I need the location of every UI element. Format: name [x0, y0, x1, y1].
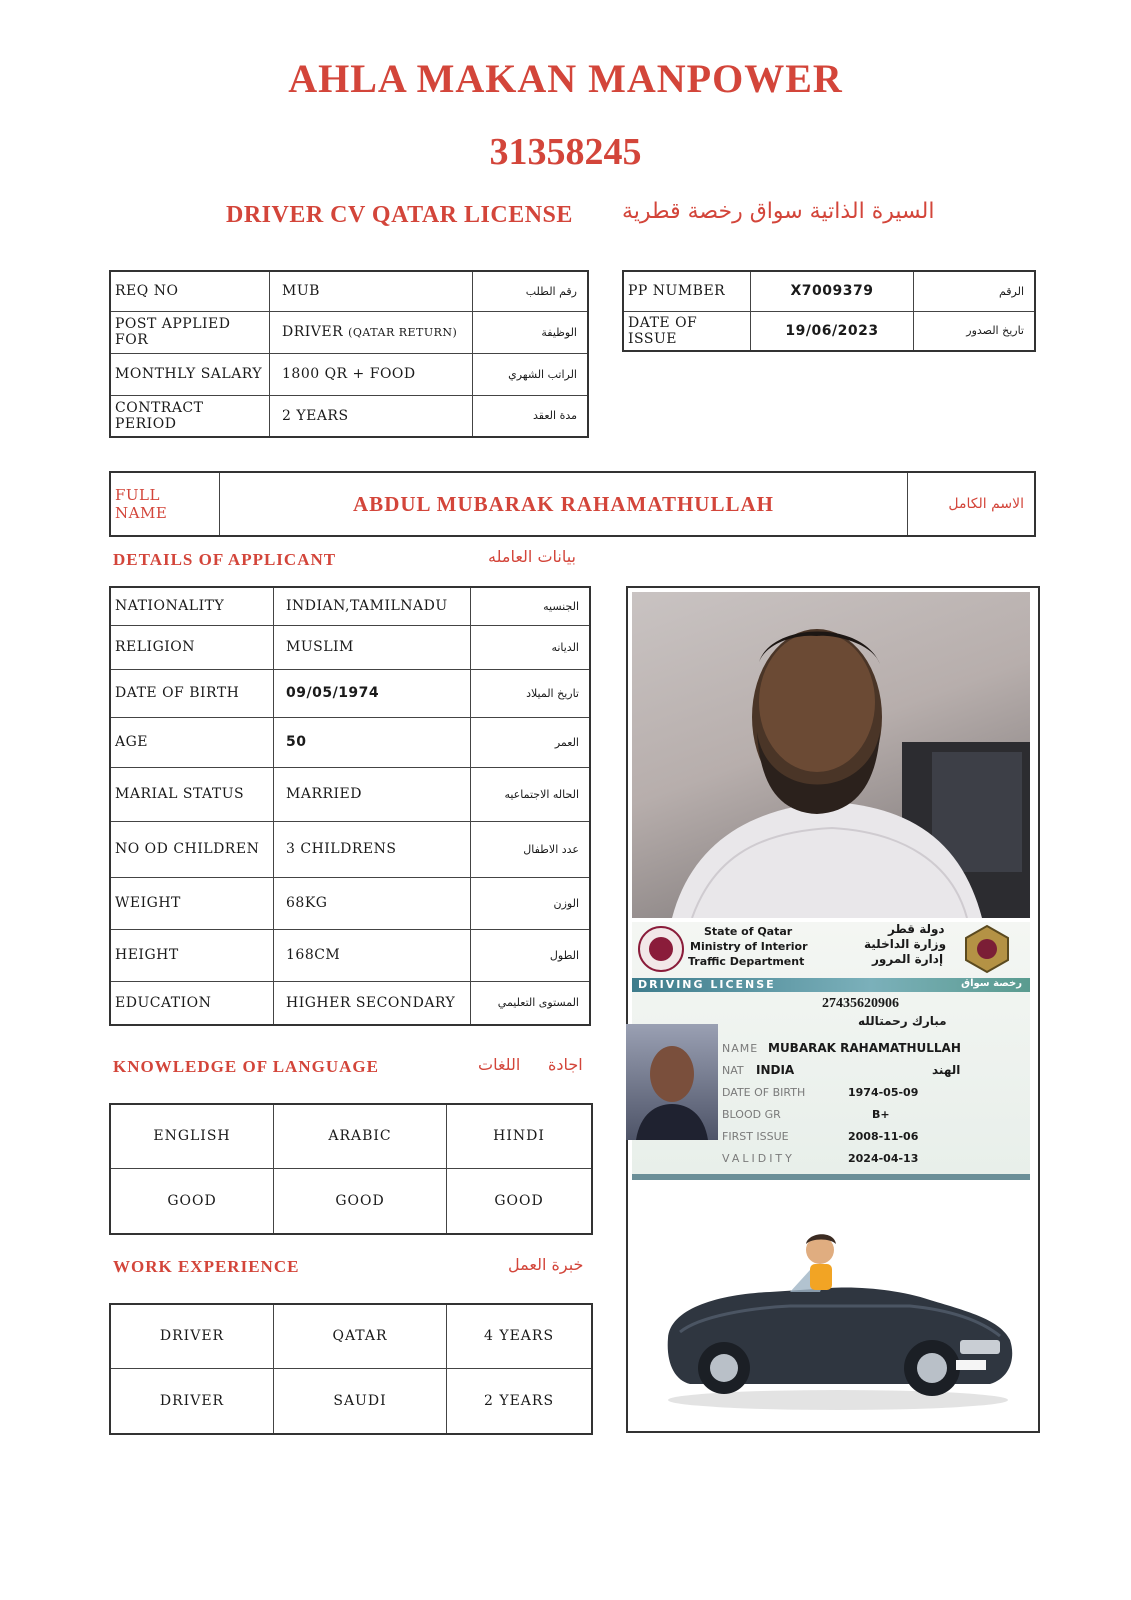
license-banner-text: DRIVING LICENSE	[638, 978, 776, 991]
job-value	[270, 311, 473, 353]
work-years: 4 YEARS	[447, 1304, 593, 1368]
job-value-note: (QATAR RETURN)	[348, 326, 458, 339]
passport-row	[623, 271, 1035, 311]
details-heading-arabic: بيانات العامله	[488, 547, 576, 566]
job-row	[110, 271, 588, 311]
detail-label-arabic: الجنسيه	[471, 587, 591, 625]
detail-value: 09/05/1974	[274, 669, 471, 717]
detail-value: 3 CHILDRENS	[274, 821, 471, 877]
license-field-arabic: الهند	[932, 1063, 961, 1077]
work-country: SAUDI	[274, 1368, 447, 1434]
detail-row	[110, 981, 590, 1025]
passport-label-arabic: الرقم	[914, 271, 1036, 311]
detail-label: NATIONALITY	[110, 587, 274, 625]
detail-row	[110, 587, 590, 625]
job-label-arabic: الوظيفة	[473, 311, 589, 353]
fullname-table	[109, 471, 1036, 537]
language-level-row	[110, 1168, 592, 1234]
detail-value: 68KG	[274, 877, 471, 929]
license-state-arabic: دولة قطر	[888, 922, 945, 936]
detail-label-arabic: العمر	[471, 717, 591, 767]
applicant-photo-illustration	[632, 592, 1030, 918]
job-label-arabic: رقم الطلب	[473, 271, 589, 311]
detail-value: 50	[274, 717, 471, 767]
license-field-label: NAME	[722, 1042, 759, 1055]
work-role: DRIVER	[110, 1368, 274, 1434]
detail-label: DATE OF BIRTH	[110, 669, 274, 717]
language-level: GOOD	[110, 1168, 274, 1234]
detail-row	[110, 877, 590, 929]
job-row	[110, 395, 588, 437]
detail-label: RELIGION	[110, 625, 274, 669]
job-value: 2 YEARS	[270, 395, 473, 437]
fullname-label: FULL NAME	[110, 472, 220, 536]
license-name-arabic: مبارك رحمتالله	[858, 1014, 947, 1028]
language-name-row	[110, 1104, 592, 1168]
detail-value: HIGHER SECONDARY	[274, 981, 471, 1025]
detail-label: HEIGHT	[110, 929, 274, 981]
license-field-label: NAT	[722, 1064, 744, 1077]
passport-value: 19/06/2023	[751, 311, 914, 351]
ministry-emblem-icon	[962, 924, 1012, 974]
detail-label-arabic: المستوى التعليمي	[471, 981, 591, 1025]
language-name: ENGLISH	[110, 1104, 274, 1168]
license-ministry-arabic: وزارة الداخلية	[864, 937, 947, 951]
detail-label: MARIAL STATUS	[110, 767, 274, 821]
license-number: 27435620906	[822, 996, 899, 1011]
license-field-value: 2024-04-13	[848, 1152, 919, 1165]
job-table	[109, 270, 589, 438]
license-field-value: B+	[872, 1108, 890, 1121]
language-name: HINDI	[447, 1104, 593, 1168]
language-heading-arabic-1: اللغات	[478, 1055, 521, 1074]
language-heading: KNOWLEDGE OF LANGUAGE	[113, 1057, 379, 1076]
detail-row	[110, 669, 590, 717]
detail-value: MUSLIM	[274, 625, 471, 669]
passport-label: PP NUMBER	[623, 271, 751, 311]
detail-value: 168CM	[274, 929, 471, 981]
license-ministry: Ministry of Interior	[690, 940, 808, 953]
detail-label-arabic: عدد الاطفال	[471, 821, 591, 877]
passport-value: X7009379	[751, 271, 914, 311]
language-name: ARABIC	[274, 1104, 447, 1168]
job-label-arabic: مدة العقد	[473, 395, 589, 437]
license-field-label: FIRST ISSUE	[722, 1130, 789, 1143]
detail-label: EDUCATION	[110, 981, 274, 1025]
driving-license-card	[632, 922, 1030, 1180]
license-field-value: MUBARAK RAHAMATHULLAH	[768, 1041, 961, 1055]
detail-value: INDIAN,TAMILNADU	[274, 587, 471, 625]
detail-row	[110, 767, 590, 821]
license-department: Traffic Department	[688, 955, 805, 968]
detail-label-arabic: الديانه	[471, 625, 591, 669]
work-role: DRIVER	[110, 1304, 274, 1368]
passport-table	[622, 270, 1036, 352]
passport-label: DATE OF ISSUE	[623, 311, 751, 351]
job-value-main: DRIVER	[282, 324, 344, 340]
applicant-photo	[632, 592, 1030, 918]
license-field-label: VALIDITY	[722, 1152, 795, 1165]
license-state: State of Qatar	[704, 925, 793, 938]
cv-title: DRIVER CV QATAR LICENSE	[226, 202, 573, 228]
license-field-value: 1974-05-09	[848, 1086, 919, 1099]
work-heading-arabic: خبرة العمل	[508, 1255, 584, 1274]
detail-label-arabic: تاريخ الميلاد	[471, 669, 591, 717]
work-row	[110, 1368, 592, 1434]
fullname-label-arabic: الاسم الكامل	[908, 472, 1036, 536]
detail-value: MARRIED	[274, 767, 471, 821]
passport-label-arabic: تاريخ الصدور	[914, 311, 1036, 351]
job-row	[110, 311, 588, 353]
fullname-value: ABDUL MUBARAK RAHAMATHULLAH	[220, 472, 908, 536]
language-table	[109, 1103, 593, 1235]
details-table	[109, 586, 591, 1026]
work-years: 2 YEARS	[447, 1368, 593, 1434]
detail-label-arabic: الطول	[471, 929, 591, 981]
company-name: AHLA MAKAN MANPOWER	[288, 56, 843, 101]
license-field-value: INDIA	[756, 1063, 795, 1077]
job-label: POST APPLIED FOR	[110, 311, 270, 353]
license-photo	[626, 1024, 718, 1140]
job-label: REQ NO	[110, 271, 270, 311]
language-level: GOOD	[274, 1168, 447, 1234]
license-department-arabic: إدارة المرور	[872, 952, 944, 966]
job-value: 1800 QR + FOOD	[270, 353, 473, 395]
job-label: CONTRACT PERIOD	[110, 395, 270, 437]
work-table	[109, 1303, 593, 1435]
detail-row	[110, 717, 590, 767]
detail-label-arabic: الوزن	[471, 877, 591, 929]
car-illustration-icon	[660, 1228, 1020, 1418]
cv-title-arabic: السيرة الذاتية سواق رخصة قطرية	[622, 199, 935, 224]
license-banner	[632, 978, 1030, 992]
detail-row	[110, 929, 590, 981]
license-banner-arabic: رخصة سواق	[961, 978, 1022, 989]
company-phone: 31358245	[489, 131, 642, 173]
details-heading: DETAILS OF APPLICANT	[113, 550, 337, 569]
job-row	[110, 353, 588, 395]
work-country: QATAR	[274, 1304, 447, 1368]
license-field-value: 2008-11-06	[848, 1130, 919, 1143]
language-heading-arabic-2: اجادة	[548, 1055, 583, 1074]
work-heading: WORK EXPERIENCE	[113, 1257, 300, 1276]
detail-label: AGE	[110, 717, 274, 767]
detail-label-arabic: الحاله الاجتماعيه	[471, 767, 591, 821]
detail-row	[110, 625, 590, 669]
license-field-label: BLOOD GR	[722, 1108, 781, 1121]
job-label: MONTHLY SALARY	[110, 353, 270, 395]
detail-label: NO OD CHILDREN	[110, 821, 274, 877]
job-value: MUB	[270, 271, 473, 311]
license-photo-illustration	[626, 1024, 718, 1140]
detail-label: WEIGHT	[110, 877, 274, 929]
work-row	[110, 1304, 592, 1368]
job-label-arabic: الراتب الشهري	[473, 353, 589, 395]
detail-row	[110, 821, 590, 877]
language-level: GOOD	[447, 1168, 593, 1234]
passport-row	[623, 311, 1035, 351]
license-field-label: DATE OF BIRTH	[722, 1086, 806, 1099]
qatar-police-logo-icon	[636, 924, 686, 974]
